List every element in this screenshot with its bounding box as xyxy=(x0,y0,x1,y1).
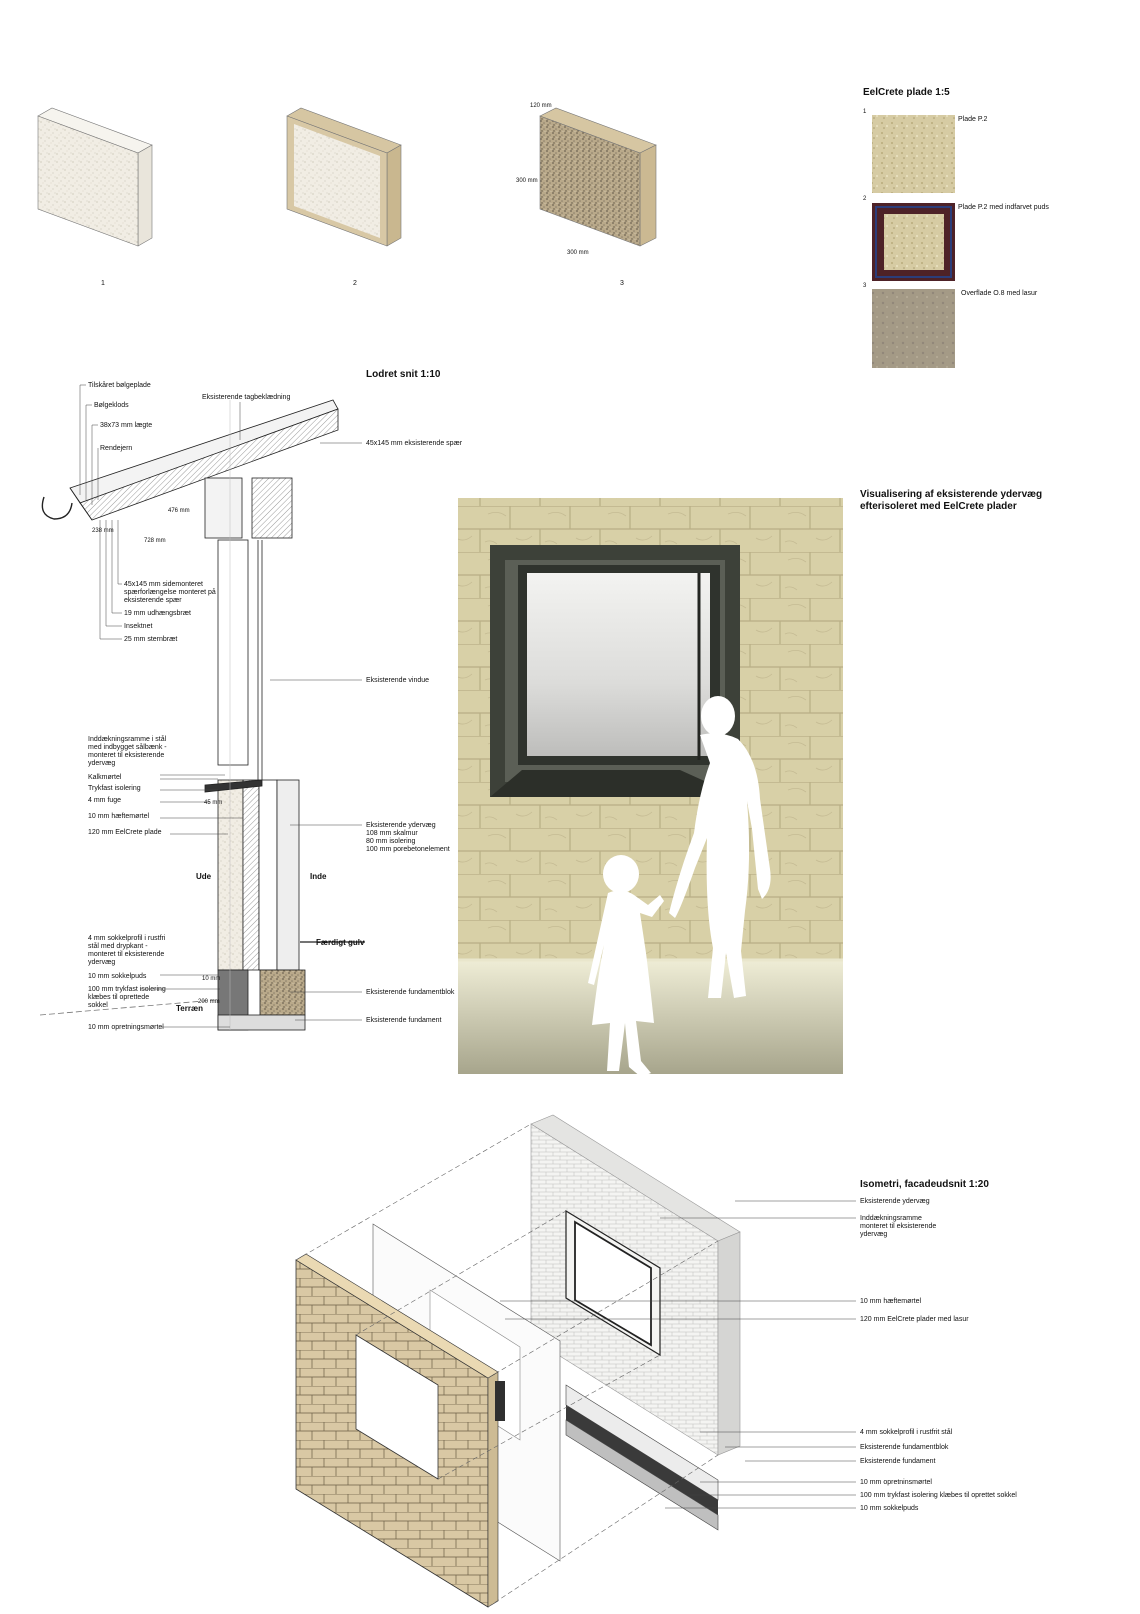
section-inde: Inde xyxy=(310,872,327,881)
dim-depth: 120 mm xyxy=(530,103,552,109)
svg-text:108 mm skalmur: 108 mm skalmur xyxy=(366,830,418,837)
iso-drawing xyxy=(296,1115,740,1607)
svg-text:38x73 mm lægte: 38x73 mm lægte xyxy=(100,422,153,429)
svg-text:ydervæg: ydervæg xyxy=(88,760,116,767)
svg-text:monteret til eksisterende: monteret til eksisterende xyxy=(88,752,165,759)
svg-text:100 mm porebetonelement: 100 mm porebetonelement xyxy=(366,846,450,853)
svg-text:spærforlængelse monteret på: spærforlængelse monteret på xyxy=(124,589,216,596)
section-title: Lodret snit 1:10 xyxy=(366,369,441,380)
svg-text:Eksisterende ydervæg: Eksisterende ydervæg xyxy=(860,1198,930,1205)
svg-text:10 mm sokkelpuds: 10 mm sokkelpuds xyxy=(88,973,147,980)
sample-label-2: 2 xyxy=(353,280,357,287)
svg-text:80 mm isolering: 80 mm isolering xyxy=(366,838,416,845)
svg-text:25 mm sternbræt: 25 mm sternbræt xyxy=(124,636,178,643)
svg-text:Trykfast isolering: Trykfast isolering xyxy=(88,785,141,792)
svg-text:45x145 mm eksisterende spær: 45x145 mm eksisterende spær xyxy=(366,440,463,447)
plate-swatch-3 xyxy=(872,289,955,368)
svg-text:Eksisterende vindue: Eksisterende vindue xyxy=(366,677,430,684)
svg-text:sokkel: sokkel xyxy=(88,1002,108,1009)
sample-label-1: 1 xyxy=(101,280,105,287)
plate-swatch-2 xyxy=(872,203,955,281)
dim-10: 10 mm xyxy=(202,976,221,982)
sample-label-3: 3 xyxy=(620,280,624,287)
dim-45: 45 mm xyxy=(204,800,223,806)
svg-text:10 mm opretninsmørtel: 10 mm opretninsmørtel xyxy=(860,1479,932,1486)
svg-text:Inddækningsramme: Inddækningsramme xyxy=(860,1215,922,1222)
plate-swatch-1 xyxy=(872,115,955,193)
plate-num-3: 3 xyxy=(863,283,867,289)
svg-text:100 mm trykfast isolering: 100 mm trykfast isolering xyxy=(88,986,166,993)
svg-text:med indbygget sålbænk -: med indbygget sålbænk - xyxy=(88,744,167,751)
svg-text:klæbes til oprettede: klæbes til oprettede xyxy=(88,994,150,1001)
svg-text:10 mm opretningsmørtel: 10 mm opretningsmørtel xyxy=(88,1024,164,1031)
svg-text:ydervæg: ydervæg xyxy=(860,1231,888,1238)
svg-text:100 mm trykfast isolering klæb: 100 mm trykfast isolering klæbes til oprettet sokkel xyxy=(860,1492,1017,1499)
iso-labels xyxy=(860,1198,1017,1512)
dim-476: 476 mm xyxy=(168,508,190,514)
svg-text:monteret til eksisterende: monteret til eksisterende xyxy=(860,1223,937,1230)
visual-title-1: Visualisering af eksisterende ydervæg xyxy=(860,489,1043,500)
sample-block-1 xyxy=(38,108,152,246)
sample-block-2 xyxy=(287,108,401,246)
svg-text:monteret til eksisterende: monteret til eksisterende xyxy=(88,951,165,958)
svg-text:ydervæg: ydervæg xyxy=(88,959,116,966)
svg-text:Eksisterende fundamentblok: Eksisterende fundamentblok xyxy=(860,1444,949,1451)
svg-text:120 mm EelCrete plader med las: 120 mm EelCrete plader med lasur xyxy=(860,1316,969,1323)
visualisation-render xyxy=(458,498,843,1074)
section-ude: Ude xyxy=(196,872,212,881)
sample-block-3 xyxy=(540,108,656,246)
svg-text:4 mm sokkelprofil i rustfrit s: 4 mm sokkelprofil i rustfrit stål xyxy=(860,1429,953,1436)
svg-text:19 mm udhængsbræt: 19 mm udhængsbræt xyxy=(124,610,191,617)
svg-text:Inddækningsramme i stål: Inddækningsramme i stål xyxy=(88,736,167,743)
svg-text:Eksisterende ydervæg: Eksisterende ydervæg xyxy=(366,822,436,829)
dim-200: 200 mm xyxy=(198,999,220,1005)
svg-text:Rendejern: Rendejern xyxy=(100,445,133,452)
svg-text:eksisterende spær: eksisterende spær xyxy=(124,597,182,604)
svg-text:10 mm sokkelpuds: 10 mm sokkelpuds xyxy=(860,1505,919,1512)
svg-text:4 mm sokkelprofil i rustfri: 4 mm sokkelprofil i rustfri xyxy=(88,935,166,942)
svg-text:45x145 mm sidemonteret: 45x145 mm sidemonteret xyxy=(124,581,203,588)
svg-text:Insektnet: Insektnet xyxy=(124,623,153,630)
dim-238: 238 mm xyxy=(92,528,114,534)
svg-text:stål med drypkant -: stål med drypkant - xyxy=(88,943,148,950)
plate-label-3: Overflade O.8 med lasur xyxy=(961,290,1038,297)
plates-title: EelCrete plade 1:5 xyxy=(863,87,950,98)
plate-num-1: 1 xyxy=(863,109,867,115)
plate-label-1: Plade P.2 xyxy=(958,116,988,123)
svg-text:Kalkmørtel: Kalkmørtel xyxy=(88,774,122,781)
iso-title: Isometri, facadeudsnit 1:20 xyxy=(860,1179,989,1190)
svg-text:4 mm fuge: 4 mm fuge xyxy=(88,797,122,804)
svg-text:Eksisterende tagbeklædning: Eksisterende tagbeklædning xyxy=(202,394,291,401)
svg-text:Eksisterende fundamentblok: Eksisterende fundamentblok xyxy=(366,989,455,996)
svg-text:Færdigt gulv: Færdigt gulv xyxy=(316,938,365,947)
svg-text:10 mm hæftemørtel: 10 mm hæftemørtel xyxy=(860,1298,922,1305)
svg-text:Eksisterende fundament: Eksisterende fundament xyxy=(366,1017,442,1024)
dim-728: 728 mm xyxy=(144,538,166,544)
visual-title-2: efterisoleret med EelCrete plader xyxy=(860,501,1017,512)
dim-height: 300 mm xyxy=(516,178,538,184)
svg-text:Tilskåret bølgeplade: Tilskåret bølgeplade xyxy=(88,382,151,389)
svg-text:Eksisterende fundament: Eksisterende fundament xyxy=(860,1458,936,1465)
section-terraen: Terræn xyxy=(176,1004,203,1013)
plate-label-2: Plade P.2 med indfarvet puds xyxy=(958,204,1049,211)
svg-text:Bølgeklods: Bølgeklods xyxy=(94,402,129,409)
svg-text:10 mm hæftemørtel: 10 mm hæftemørtel xyxy=(88,813,150,820)
plate-num-2: 2 xyxy=(863,196,867,202)
dim-width: 300 mm xyxy=(567,250,589,256)
svg-text:120 mm EelCrete plade: 120 mm EelCrete plade xyxy=(88,829,162,836)
